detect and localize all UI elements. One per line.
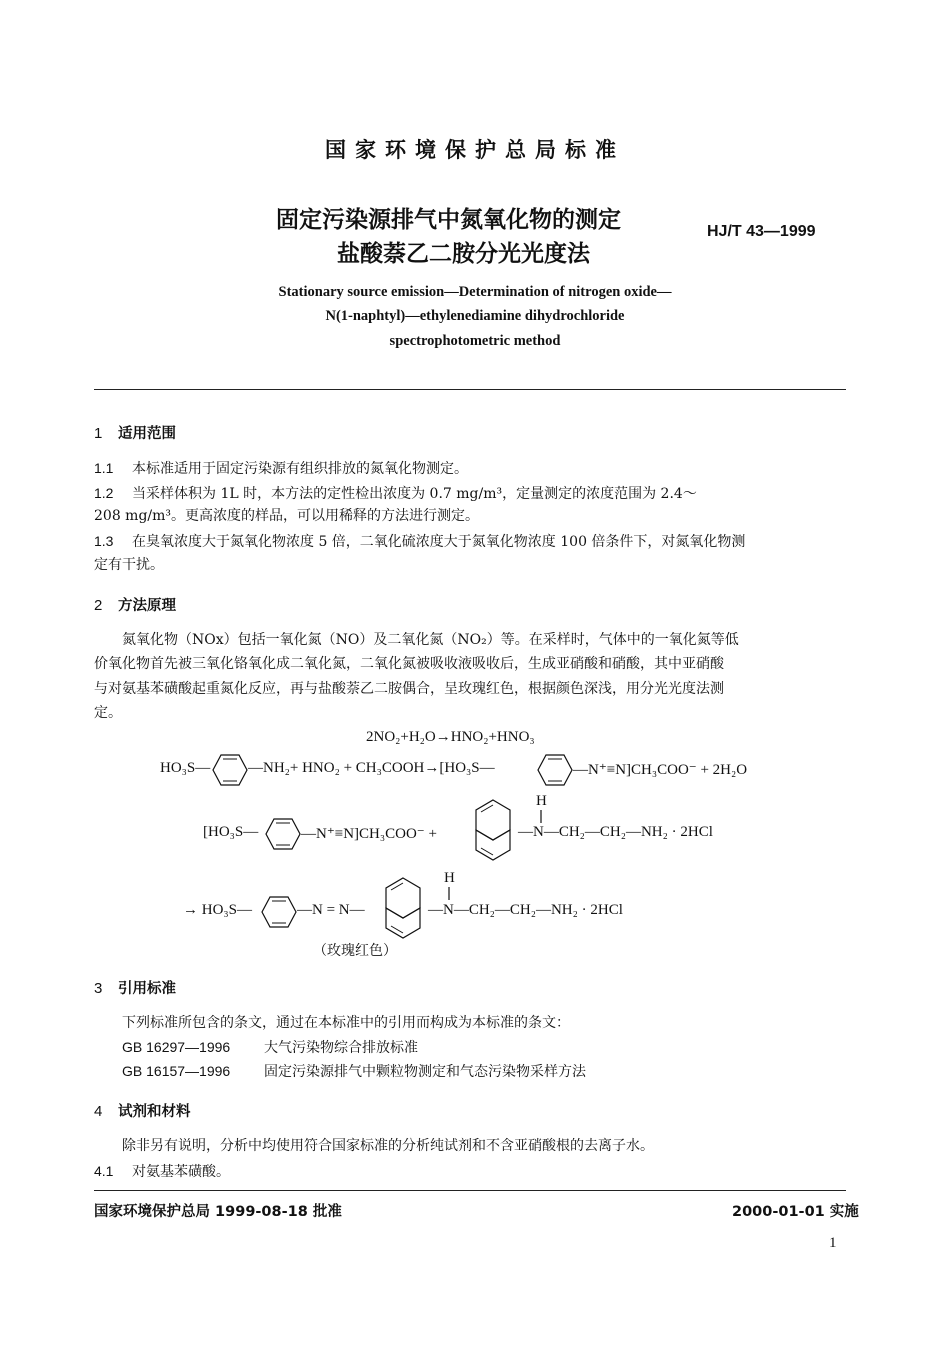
clause-number: 4.1 [94, 1163, 114, 1179]
clause-text: 对氨基苯磺酸。 [132, 1164, 230, 1180]
reagents-intro: 除非另有说明，分析中均使用符合国家标准的分析纯试剂和不含亚硝酸根的去离子水。 [122, 1138, 654, 1154]
eq3-part-a: [HO₃S— [203, 824, 259, 840]
hydrogen-label: H [536, 793, 547, 809]
hydrogen-label: H [444, 870, 455, 886]
eq4-part-a: → HO₃S— [183, 902, 252, 918]
benzene-ring-icon [265, 817, 301, 851]
benzene-ring-icon [261, 895, 297, 929]
benzene-ring-icon [212, 753, 248, 787]
clause-number: 1.2 [94, 485, 114, 501]
section-1-heading [94, 422, 176, 443]
reference-item [122, 1037, 418, 1058]
eq2-part-c: —N⁺≡N]CH₃COO⁻ + 2H₂O [573, 762, 748, 778]
clause-1-2 [94, 483, 697, 503]
section-number: 3 [94, 980, 103, 997]
product-color-label: （玫瑰红色） [313, 943, 397, 959]
benzene-ring-icon [537, 753, 573, 787]
issuing-agency: 国家环境保护总局标准 [325, 138, 625, 162]
clause-1-1 [94, 458, 468, 478]
section-number: 1 [94, 425, 103, 442]
references-intro: 下列标准所包含的条文，通过在本标准中的引用而构成为本标准的条文： [122, 1015, 570, 1031]
section-2-heading [94, 594, 176, 615]
clause-text: 当采样体积为 1L 时，本方法的定性检出浓度为 0.7 mg/m³，定量测定的浓度范围为 2.4～ [132, 486, 697, 502]
clause-text: 在臭氧浓度大于氮氧化物浓度 5 倍，二氧化硫浓度大于氮氧化物浓度 100 倍条件下，对氮氧化物测 [132, 534, 746, 550]
principle-line-1: 氮氧化物（NOx）包括一氧化氮（NO）及二氧化氮（NO₂）等。在采样时，气体中的一氧化氮等低 [122, 632, 739, 648]
eq4-part-b: —N = N— [297, 902, 365, 918]
clause-number: 1.1 [94, 460, 114, 476]
clause-1-3-continued: 定有干扰。 [94, 557, 164, 573]
section-4-heading [94, 1100, 191, 1121]
effective-date: 2000-01-01 实施 [732, 1204, 859, 1220]
approval-date: 国家环境保护总局 1999-08-18 批准 [94, 1204, 342, 1220]
principle-line-4: 定。 [94, 705, 122, 721]
reference-name: 大气污染物综合排放标准 [264, 1040, 418, 1056]
section-number: 4 [94, 1103, 103, 1120]
header-divider [94, 389, 846, 390]
english-title-line2: N(1-naphtyl)—ethylenediamine dihydrochloride [325, 308, 625, 324]
section-title: 试剂和材料 [118, 1104, 191, 1120]
section-title: 适用范围 [118, 426, 176, 442]
page-number: 1 [829, 1235, 837, 1251]
principle-line-3: 与对氨基苯磺酸起重氮化反应，再与盐酸萘乙二胺偶合，呈玫瑰红色，根据颜色深浅，用分光光度法测 [94, 681, 724, 697]
naphthalene-ring-icon [383, 876, 423, 944]
document-title-line1: 固定污染源排气中氮氧化物的测定 [276, 207, 621, 233]
english-title-line3: spectrophotometric method [389, 333, 561, 349]
principle-line-2: 价氧化物首先被三氧化铬氧化成二氧化氮，二氧化氮被吸收液吸收后，生成亚硝酸和硝酸，其中亚硝酸 [94, 656, 724, 672]
clause-4-1 [94, 1161, 230, 1181]
section-number: 2 [94, 597, 103, 614]
section-3-heading [94, 977, 176, 998]
eq4-part-c: —N—CH₂—CH₂—NH₂ · 2HCl [428, 902, 623, 918]
clause-number: 1.3 [94, 533, 114, 549]
clause-1-3 [94, 531, 745, 551]
section-title: 引用标准 [118, 981, 176, 997]
standard-number: HJ/T 43—1999 [707, 223, 816, 240]
eq3-part-b: —N⁺≡N]CH₃COO⁻ + [301, 826, 437, 842]
reference-code: GB 16297—1996 [122, 1039, 231, 1055]
footer-divider [94, 1190, 846, 1191]
reference-name: 固定污染源排气中颗粒物测定和气态污染物采样方法 [264, 1064, 586, 1080]
clause-text: 本标准适用于固定污染源有组织排放的氮氧化物测定。 [132, 461, 468, 477]
reference-code: GB 16157—1996 [122, 1063, 231, 1079]
eq3-part-c: —N—CH₂—CH₂—NH₂ · 2HCl [518, 824, 713, 840]
equation-1: 2NO₂+H₂O→HNO₂+HNO₃ [366, 729, 535, 745]
eq2-part-a: HO₃S— [160, 760, 211, 776]
naphthalene-ring-icon [473, 798, 513, 866]
bond-line [446, 887, 452, 901]
reference-item [122, 1061, 586, 1082]
clause-1-2-continued: 208 mg/m³。更高浓度的样品，可以用稀释的方法进行测定。 [94, 508, 480, 524]
section-title: 方法原理 [118, 598, 176, 614]
english-title-line1: Stationary source emission—Determination of nitrogen oxide— [278, 284, 672, 300]
document-title-line2: 盐酸萘乙二胺分光光度法 [337, 241, 590, 267]
bond-line [538, 810, 544, 824]
eq2-part-b: —NH₂+ HNO₂ + CH₃COOH→[HO₃S— [248, 760, 495, 776]
